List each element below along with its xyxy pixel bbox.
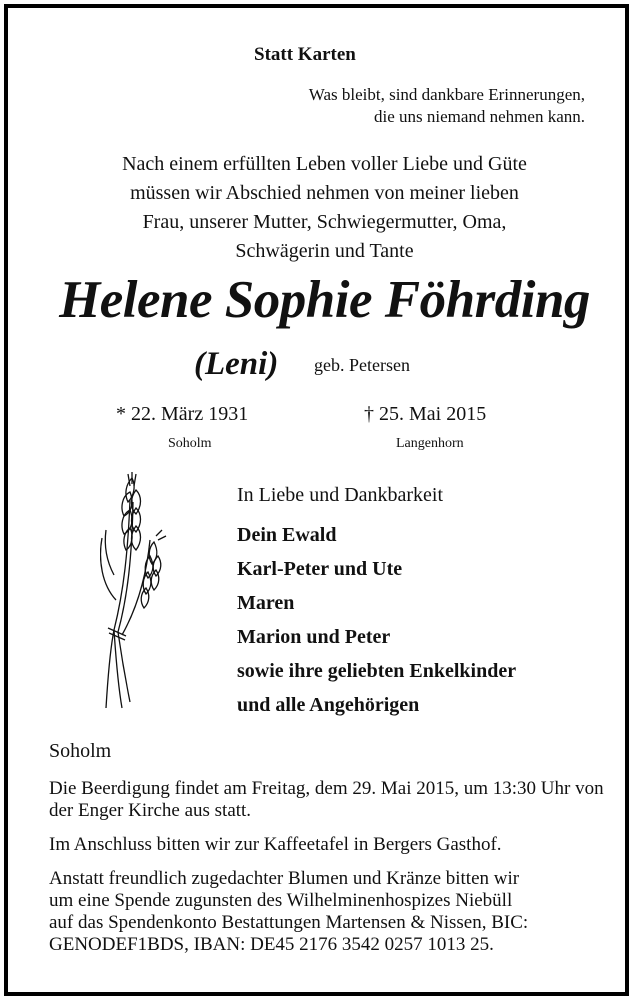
quote-line: Was bleibt, sind dankbare Erinnerungen, xyxy=(308,85,585,104)
birth-place: Soholm xyxy=(168,436,212,451)
intro-line: müssen wir Abschied nehmen von meiner lieben xyxy=(130,182,519,204)
intro-line: Frau, unserer Mutter, Schwiegermutter, Oma, xyxy=(142,211,507,233)
donation-notice xyxy=(49,868,609,956)
deceased-nickname: (Leni) xyxy=(194,346,279,382)
intro-line: Nach einem erfüllten Leben voller Liebe und Güte xyxy=(122,153,527,175)
death-place: Langenhorn xyxy=(396,436,464,451)
mourner-name: und alle Angehörigen xyxy=(237,694,420,716)
donation-line: Anstatt freundlich zugedachter Blumen und Kränze bitten wir xyxy=(49,868,520,889)
coffee-notice: Im Anschluss bitten wir zur Kaffeetafel in Bergers Gasthof. xyxy=(49,834,502,855)
quote-line: die uns niemand nehmen kann. xyxy=(373,107,585,126)
mourners-intro: In Liebe und Dankbarkeit xyxy=(237,484,444,506)
mourner-name: Karl-Peter und Ute xyxy=(237,558,403,580)
donation-line: um eine Spende zugunsten des Wilhelminenhospizes Niebüll xyxy=(49,890,513,911)
memorial-quote xyxy=(309,84,585,128)
death-date: † 25. Mai 2015 xyxy=(364,403,487,425)
intro-text xyxy=(8,150,633,266)
mourner-name: Dein Ewald xyxy=(237,524,337,546)
donation-line: auf das Spendenkonto Bestattungen Martensen & Nissen, BIC: xyxy=(49,912,529,933)
intro-line: Schwägerin und Tante xyxy=(235,240,414,262)
statt-karten-heading: Statt Karten xyxy=(254,44,356,65)
mourner-name: Marion und Peter xyxy=(237,626,391,648)
wheat-ears-icon xyxy=(100,470,170,715)
donation-line: GENODEF1BDS, IBAN: DE45 2176 3542 0257 1013 25. xyxy=(49,934,494,955)
deceased-name: Helene Sophie Föhrding xyxy=(59,271,590,329)
mourners-list xyxy=(237,518,516,722)
obituary-frame xyxy=(4,4,629,996)
residence-place: Soholm xyxy=(49,740,112,762)
funeral-notice: Die Beerdigung findet am Freitag, dem 29. Mai 2015, um 13:30 Uhr von der Enger Kirche aus statt. xyxy=(49,778,604,821)
mourner-name: sowie ihre geliebten Enkelkinder xyxy=(237,660,517,682)
born-name: geb. Petersen xyxy=(314,355,410,375)
mourner-name: Maren xyxy=(237,592,295,614)
birth-date: * 22. März 1931 xyxy=(116,403,249,425)
